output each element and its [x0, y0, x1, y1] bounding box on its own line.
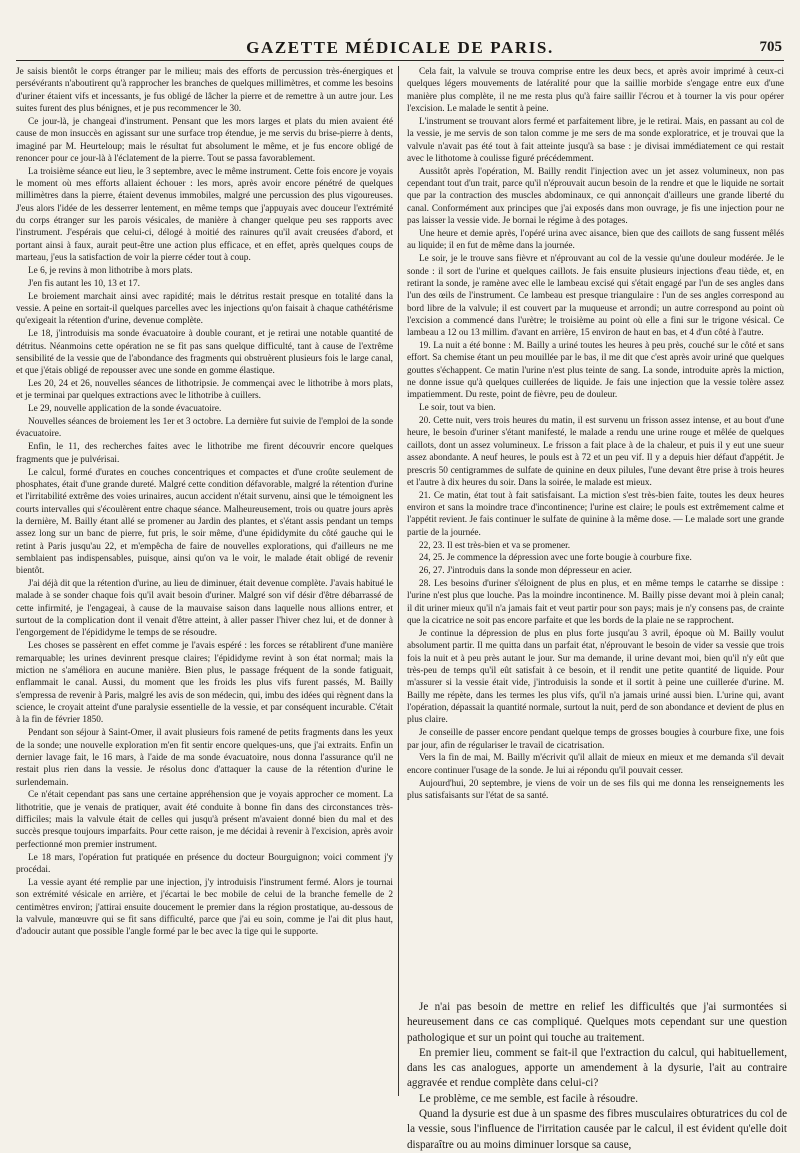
paragraph: 21. Ce matin, état tout à fait satisfaisant. La miction s'est très-bien faite, toutes les deux heures environ et sans la moindre trace d'incontinence; l'urine est claire; le pouls est extrêmement calme et l'appétit revient. Je fais continuer le sulfate de quinine à la même dose. — Le malade sort une grande partie de la journée. [407, 490, 784, 538]
paragraph: Pendant son séjour à Saint-Omer, il avait plusieurs fois ramené de petits fragments dans les yeux de la sonde; une nouvelle exploration m'en fit sentir encore quelques-uns, que j'ai extraits. Enfin un dernier lavage fait, le 16 mars, à l'aide de ma sonde évacuatoire, nous donna l'assurance qu'il ne restait plus rien dans la vessie. Je résolus donc d'attaquer la cause de la rétention d'urine le surlendemain. [16, 728, 393, 788]
paragraph: Je n'ai pas besoin de mettre en relief les difficultés que j'ai surmontées si heureusement dans ce cas compliqué. Quelques mots cependant sur une question pathologique et sur un point qui touche au traitement. [407, 1001, 787, 1044]
paragraph: Le problème, ce me semble, est facile à résoudre. [419, 1092, 638, 1105]
conclusion-section [407, 1000, 787, 1151]
paragraph: Le 6, je revins à mon lithotribe à mors plats. [28, 266, 193, 276]
paragraph: Vers la fin de mai, M. Bailly m'écrivit qu'il allait de mieux en mieux et me demanda s'il devait encore continuer l'usage de la sonde. Je lui ai répondu qu'il pouvait cesser. [407, 753, 784, 776]
paragraph: Nouvelles séances de broiement les 1er et 3 octobre. La dernière fut suivie de l'emploi de la sonde évacuatoire. [16, 417, 393, 440]
paragraph: Quand la dysurie est due à un spasme des fibres musculaires obturatrices du col de la vessie, sous l'influence de l'irritation causée par le calcul, il est évident qu'elle doit disparaître ou au moins diminuer lorsque sa cause, [407, 1108, 787, 1151]
paragraph: Le soir, je le trouve sans fièvre et n'éprouvant au col de la vessie qu'une douleur modérée. Je le sonde : il sort de l'urine et quelques caillots. Je fais ensuite plusieurs injections d'eau tiède, et, en retirant la sonde, je ramène avec elle le lambeau excisé qui s'était engagé par l'un de ses angles dans l'un des œils de l'instrument. Ce lambeau est presque triangulaire : l'un de ses angles correspond au bord libre de la valvule; il est couvert par la muqueuse et arrondi; un autre correspond au point où l'excision a commencé dans l'urètre; le troisième au point où elle a fini sur le trigone vésical. Ce lambeau a 12 ou 13 millim. d'avant en arrière, 15 environ de haut en bas, et 4 d'un côté à l'autre. [407, 254, 784, 339]
paragraph: Ce jour-là, je changeai d'instrument. Pensant que les mors larges et plats du mien avaient été cause de mon insuccès en agissant sur une surface trop étendue, je me servis du brise-pierre à dents, imaginé par M. Heurteloup; mais le résultat fut absolument le même, et je fus encore obligé de renoncer pour ce jour-là à l'éclatement de la pierre. Tout se passa favorablement. [16, 116, 393, 164]
paragraph: La vessie ayant été remplie par une injection, j'y introduisis l'instrument fermé. Alors je tournai son extrémité vésicale en arrière, et j'écartai le bec mobile de celui de la branche femelle de 2 centimètres environ; j'attirai ensuite doucement le premier dans la région prostatique, au-dessous de la valvule, manœuvre qui se fit sans difficulté, parce que j'ai eu soin, comme je l'ai dit plus haut, d'adoucir autant que possible l'angle formé par le bec avec la tige qui le supporte. [16, 877, 393, 938]
paragraph: J'ai déjà dit que la rétention d'urine, au lieu de diminuer, était devenue complète. J'avais habitué le malade à se sonder chaque fois qu'il avait besoin d'uriner. Malgré son vif désir d'être débarrassé de cette infirmité, je l'engageai, à cause de la mauvaise saison dans laquelle nous allions entrer, et surtout de la complication dont il venait d'être atteint, à aller passer l'hiver chez lui, et de donner à l'engorgement de l'épididyme le temps de se résoudre. [16, 579, 393, 639]
paragraph: Une heure et demie après, l'opéré urina avec aisance, bien que des caillots de sang fussent mêlés au liquide; il en fut de même dans la journée. [407, 228, 784, 252]
paragraph: Je conseille de passer encore pendant quelque temps de grosses bougies à courbure fixe, une fois par jour, afin de régulariser le travail de cicatrisation. [407, 728, 784, 751]
paragraph: 20. Cette nuit, vers trois heures du matin, il est survenu un frisson assez intense, et au bout d'une heure, le besoin d'uriner s'étant manifesté, le malade a rendu une urine rouge et mêlée de quelques caillots, dont un assez volumineux. Le frisson a fait place à de la chaleur, et puis il y eut une sueur assez abondante. A neuf heures, le pouls est à 72 et un peu vif. Il y a depuis hier défaut d'appétit. Je prescris 50 centigrammes de sulfate de quinine en deux pilules, l'une devant être prise à trois heures et l'autre à dix heures du soir. Dans la soirée, le malade est mieux. [407, 416, 784, 488]
paragraph: En premier lieu, comment se fait-il que l'extraction du calcul, qui habituellement, dans les cas analogues, apporte un amendement à la dysurie, l'ait au contraire aggravée et rendue complète dans celui-ci? [407, 1046, 787, 1090]
paragraph: Enfin, le 11, des recherches faites avec le lithotribe me firent découvrir encore quelques fragments que je pulvérisai. [16, 442, 393, 465]
journal-title: GAZETTE MÉDICALE DE PARIS. [246, 38, 554, 57]
paragraph: L'instrument se trouvant alors fermé et parfaitement libre, je le retirai. Mais, en passant au col de la vessie, je me servis de son talon comme je me sers de ma sonde exploratrice, et je trouvai que la valvule n'avait pas été tout à fait atteinte jusqu'à sa base : je divisai immédiatement ce qui restait avec le lithotome à coulisse figuré précédemment. [407, 116, 784, 164]
page-header [16, 38, 784, 61]
paragraph: Ce n'était cependant pas sans une certaine appréhension que je voyais approcher ce moment. La lithotritie, que je venais de pratiquer, avait été conduite à bonne fin dans des circonstances très-difficiles; mais la valvule était de celles qui jusqu'à présent m'avaient donné bien du mal et des succès presque toujours imparfaits. Pour cette raison, je me décidai à revenir à l'excision, après avoir perfectionné mon premier instrument. [16, 790, 393, 850]
paragraph: Je saisis bientôt le corps étranger par le milieu; mais des efforts de percussion très-énergiques et persévérants n'aboutirent qu'à rapprocher les branches de quelques millimètres, et comme les besoins d'uriner étaient vifs et incessants, je fus obligé de lâcher la pierre et de remettre à un autre jour. Les suites furent des plus bénignes, et je pus recommencer le 30. [16, 67, 393, 115]
paragraph: Le 18, j'introduisis ma sonde évacuatoire à double courant, et je retirai une notable quantité de détritus. Néanmoins cette opération ne se fit pas sans quelque difficulté, tant à cause de l'extrême sensibilité de la vessie que de l'abondance des fragments qui obstruèrent plusieurs fois le large canal, et que j'étais obligé de repousser avec une sonde en gomme élastique. [16, 329, 393, 377]
right-column [407, 66, 784, 996]
paragraph: 24, 25. Je commence la dépression avec une forte bougie à courbure fixe. [419, 553, 692, 564]
paragraph: 19. La nuit a été bonne : M. Bailly a uriné toutes les heures à peu près, couché sur le côté et sans effort. Sa chemise étant un peu mouillée par le bas, il me dit que c'est après avoir uriné que quelques gouttes s'échappent. Ce matin l'urine n'est plus teinte de sang. La sonde, introduite après la miction, ne donne issue qu'à quelques cuillerées de liquide. Je fais une injection que la vessie tolère assez impatiemment. Du reste, point de fièvre, peu de douleur. [407, 341, 784, 401]
paragraph: Aussitôt après l'opération, M. Bailly rendit l'injection avec un jet assez volumineux, non pas cependant tout d'un trait, parce qu'il n'éprouvait aucun besoin de la rendre et que le liquide ne sortait que par la contraction des muscles abdominaux, ce qui annonçait d'ailleurs une grande liberté du canal. Conformément aux principes que j'ai exposés dans mon ouvrage, je fis une injection pour ne pas laisser la vessie vide. Je bornai le régime à des potages. [407, 166, 784, 227]
paragraph: Le 29, nouvelle application de la sonde évacuatoire. [28, 404, 222, 415]
paragraph: La troisième séance eut lieu, le 3 septembre, avec le même instrument. Cette fois encore je voyais le moment où mes efforts allaient échouer : les mors, après avoir encore pénétré de quelques millimètres dans la pierre, étaient devenus immobiles, malgré une percussion des plus vigoureuses. J'eus alors l'idée de les desserrer lentement, en même temps que j'appuyais avec douceur l'extrémité du corps étranger sur les parois vésicales, de manière à changer quelque peu ses rapports avec l'instrument. J'espérais que celui-ci, délogé à moitié des rainures qu'il avait creusées d'abord, et portant ainsi à faux, aurait peut-être une action plus efficace, et en effet, après quelques coups de marteau, j'eus la satisfaction de voir la pierre céder tout à coup. [16, 166, 393, 264]
paragraph: Cela fait, la valvule se trouva comprise entre les deux becs, et après avoir imprimé à ceux-ci quelques légers mouvements de latéralité pour que la saillie morbide s'engage entre eux d'une manière plus complète, il ne me resta plus qu'à faire saillir l'écrou et à tourner la vis pour opérer l'excision. Le malade le sentit à peine. [407, 67, 784, 115]
paragraph: Le calcul, formé d'urates en couches concentriques et compactes et d'une croûte seulement de phosphates, était d'une grande dureté. Malgré cette condition défavorable, malgré la rétention d'urine et l'irritabilité extrême des voies urinaires, aucun accident n'était survenu, ainsi que le témoignent les courts intervalles qui s'écoulèrent entre chaque séance. Malheureusement, trois ou quatre jours après la dernière, M. Bailly étant allé se promener au Jardin des plantes, et s'étant assis pendant un temps assez long sur un banc de pierre, fut pris, le soir même, d'une épididymite du côté gauche qui le retint à Paris jusqu'au 22, et m'empêcha de faire de nouvelles explorations, qui d'ailleurs ne me semblaient pas indispensables, puisque, ainsi qu'on va le voir, le malade était obligé de revenir bientôt. [16, 467, 393, 577]
paragraph: Je continue la dépression de plus en plus forte jusqu'au 3 avril, époque où M. Bailly voulut absolument partir. Il me quitta dans un parfait état, n'éprouvant le besoin de vider sa vessie que trois fois la nuit et à peu près autant le jour. Sur ma demande, il urine devant moi, bien qu'il n'y eût que très-peu de temps qu'il eût satisfait à ce besoin, et il rendit une petite quantité de liquide. Pour m'assurer si la vessie était vide, j'introduisis la sonde et il sortit à peine une cuillerée d'urine. M. Bailly me répète, dans les termes les plus vifs, qu'il n'a jamais uriné aussi bien. L'urine qui, avant l'opération, dépassait la quantité normale, surtout la nuit, perd de son abondance et devient de plus en plus claire. [407, 628, 784, 726]
page-number: 705 [759, 39, 782, 55]
paragraph: 28. Les besoins d'uriner s'éloignent de plus en plus, et en même temps le catarrhe se dissipe : l'urine n'est plus que louche. Pas la moindre incontinence. M. Bailly pisse devant moi à plein canal; il dit uriner mieux qu'il n'a jamais fait et veut partir pour son pays; mais je n'y consens pas, de crainte que la cicatrice ne soit pas encore parfaite et que les bords de la plaie ne se rapprochent. [407, 579, 784, 627]
paragraph: 26, 27. J'introduis dans la sonde mon dépresseur en acier. [419, 566, 632, 577]
left-column [16, 66, 393, 996]
paragraph: J'en fis autant les 10, 13 et 17. [28, 278, 140, 289]
paragraph: Les 20, 24 et 26, nouvelles séances de lithotripsie. Je commençai avec le lithotribe à mors plats, et je terminai par quelques extractions avec le lithotribe à cuillers. [16, 379, 393, 402]
paragraph: Aujourd'hui, 20 septembre, je viens de voir un de ses fils qui me donna les renseignements les plus satisfaisants sur l'état de sa santé. [407, 778, 784, 801]
paragraph: Le 18 mars, l'opération fut pratiquée en présence du docteur Bourguignon; voici comment j'y procédai. [16, 852, 393, 875]
paragraph: Le soir, tout va bien. [419, 403, 496, 414]
paragraph: Les choses se passèrent en effet comme je l'avais espéré : les forces se rétablirent d'une manière remarquable; les urines devinrent presque claires; l'épididyme revint à son état normal; mais la miction ne s'améliora en aucune manière. Bien plus, le passage fréquent de la sonde fatiguait, enflammait le canal. Aussi, du moment que les froids les plus vifs furent passés, M. Bailly s'empressa de revenir à Paris, malgré les avis de son médecin, qui, imbu des idées qui règnent dans la science, le croyait atteint d'une paralysie essentielle de la vessie, et par conséquent incurable. C'était à la fin de février 1850. [16, 641, 393, 726]
paragraph: Le broiement marchait ainsi avec rapidité; mais le détritus restait presque en totalité dans la vessie. A peine en sortait-il quelques parcelles avec les injections qu'on faisait à chaque cathétérisme qu'exigeait la rétention d'urine, devenue complète. [16, 291, 393, 327]
paragraph: 22, 23. Il est très-bien et va se promener. [419, 540, 571, 551]
column-divider [398, 66, 399, 1096]
